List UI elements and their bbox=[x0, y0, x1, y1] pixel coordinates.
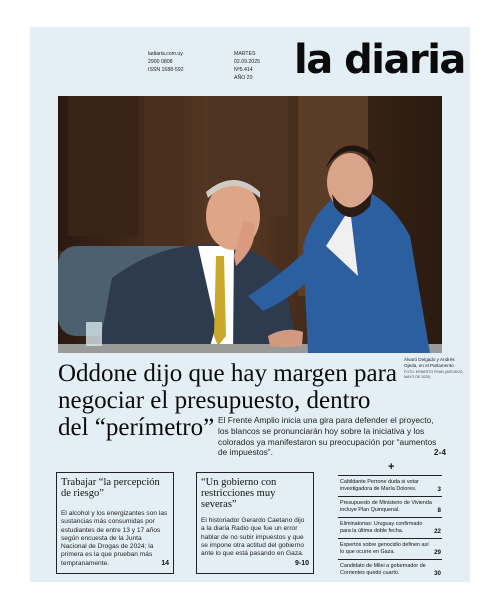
box-page-ref: 9-10 bbox=[294, 560, 309, 567]
brief-text: Expertos sobre genocidio definen así lo que ocurre en Gaza. bbox=[340, 542, 429, 555]
main-headline[interactable]: Oddone dijo que hay margen para negociar el presupuesto, dentro del “perímetro” bbox=[58, 360, 398, 441]
brief-page-ref: 29 bbox=[434, 549, 441, 556]
brief-text: Presupuesto de Ministerio de Vivienda incluye Plan Quinquenal. bbox=[340, 500, 432, 513]
brief-page-ref: 22 bbox=[434, 528, 441, 535]
brief-item[interactable] bbox=[338, 559, 442, 580]
brief-text: Cabildante Perrone duda si votar investigadora de María Dolores. bbox=[340, 479, 419, 492]
lead-page-ref: 2-4 bbox=[433, 447, 446, 458]
date: 02.09.2025 bbox=[234, 59, 260, 65]
year: AÑO 20 bbox=[234, 75, 253, 81]
box-title: Trabajar “la percepción de riesgo” bbox=[61, 477, 160, 499]
box-body: El alcohol y los energizantes son las sustancias más consumidas por estudiantes de entre 13 y 17 años según encuesta de la Junta Nacional de Drogas de 2024; la primera es la que prueban más tempranamente. bbox=[61, 510, 168, 567]
story-box-risk[interactable] bbox=[56, 472, 174, 574]
phone-number: 2900 0808 bbox=[148, 59, 173, 65]
briefs-list bbox=[338, 475, 442, 580]
brief-item[interactable] bbox=[338, 517, 442, 538]
caption-text: Álvaro Delgado y Andrés Ojeda, en el Parlamento. bbox=[404, 357, 455, 368]
brief-item[interactable] bbox=[338, 496, 442, 517]
box-body: El historiador Gerardo Caetano dijo a la diaria Radio que fue un error hablar de no subir impuestos y que se impone otra actitud del gobierno ante lo que está pasando en Gaza. bbox=[201, 517, 305, 558]
main-lead bbox=[218, 415, 446, 458]
photo-caption bbox=[404, 357, 466, 380]
brief-page-ref: 3 bbox=[437, 486, 441, 493]
cover-photo bbox=[58, 96, 442, 353]
brief-text: Eliminatorias: Uruguay confirmado para la última doble fecha. bbox=[340, 521, 423, 534]
newspaper-logo: la diaria bbox=[294, 37, 465, 83]
lead-text: El Frente Amplio inicia una gira para defender el proyecto, los blancos se pronunciarán hoy sobre la iniciativa y los colorados ya manifestaron su preocupación por “aumentos de impuestos”. bbox=[218, 415, 437, 458]
brief-page-ref: 8 bbox=[437, 507, 441, 514]
story-box-government[interactable] bbox=[196, 472, 314, 574]
brief-text: Candidato de Milei a gobernador de Corrientes quedó cuarto. bbox=[340, 563, 426, 576]
issn: ISSN 1688-592 bbox=[148, 67, 184, 73]
photo-credit: FOTO: ERNESTO RYAN (ARCHIVO, MAYO DE 2025) bbox=[404, 370, 464, 379]
box-page-ref: 14 bbox=[161, 560, 169, 567]
plus-icon: + bbox=[388, 461, 395, 473]
brief-item[interactable] bbox=[338, 538, 442, 559]
masthead-date bbox=[234, 50, 260, 82]
website-link[interactable]: ladiaria.com.uy bbox=[148, 51, 183, 57]
brief-item[interactable] bbox=[338, 475, 442, 496]
weekday: MARTES bbox=[234, 51, 256, 57]
masthead-contact bbox=[148, 50, 183, 74]
issue-number: Nº5.414 bbox=[234, 67, 253, 73]
brief-page-ref: 30 bbox=[434, 570, 441, 577]
box-title: “Un gobierno con restricciones muy severas” bbox=[201, 477, 277, 510]
